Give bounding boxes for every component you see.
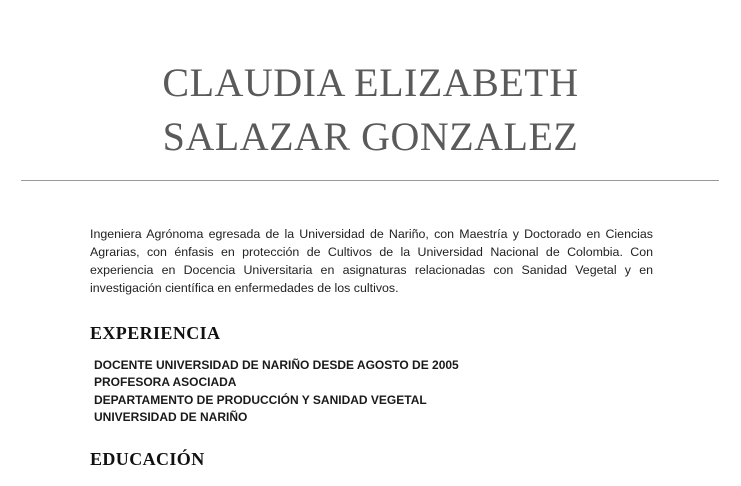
education-heading: EDUCACIÓN — [90, 449, 205, 469]
experience-line: PROFESORA ASOCIADA — [94, 375, 237, 390]
person-name — [0, 56, 741, 164]
name-line-2: SALAZAR GONZALEZ — [162, 114, 579, 159]
header-divider — [21, 180, 719, 181]
experience-line: DOCENTE UNIVERSIDAD DE NARIÑO DESDE AGOSTO DE 2005 — [94, 358, 459, 372]
experience-heading: EXPERIENCIA — [90, 323, 221, 343]
profile-summary: Ingeniera Agrónoma egresada de la Universidad de Nariño, con Maestría y Doctorado en Ciencias Agrarias, con énfasis en protección de Cultivos de la Universidad Nacional de Colombia. Con experiencia en Docencia Universitaria en asignaturas relacionadas con Sanidad Vegetal y en investigación científica en enfermedades de los cultivos. — [90, 227, 653, 295]
experience-line: UNIVERSIDAD DE NARIÑO — [94, 409, 248, 424]
name-line-1: CLAUDIA ELIZABETH — [162, 60, 579, 105]
experience-list — [94, 357, 459, 426]
experience-line: DEPARTAMENTO DE PRODUCCIÓN Y SANIDAD VEGETAL — [94, 392, 427, 407]
